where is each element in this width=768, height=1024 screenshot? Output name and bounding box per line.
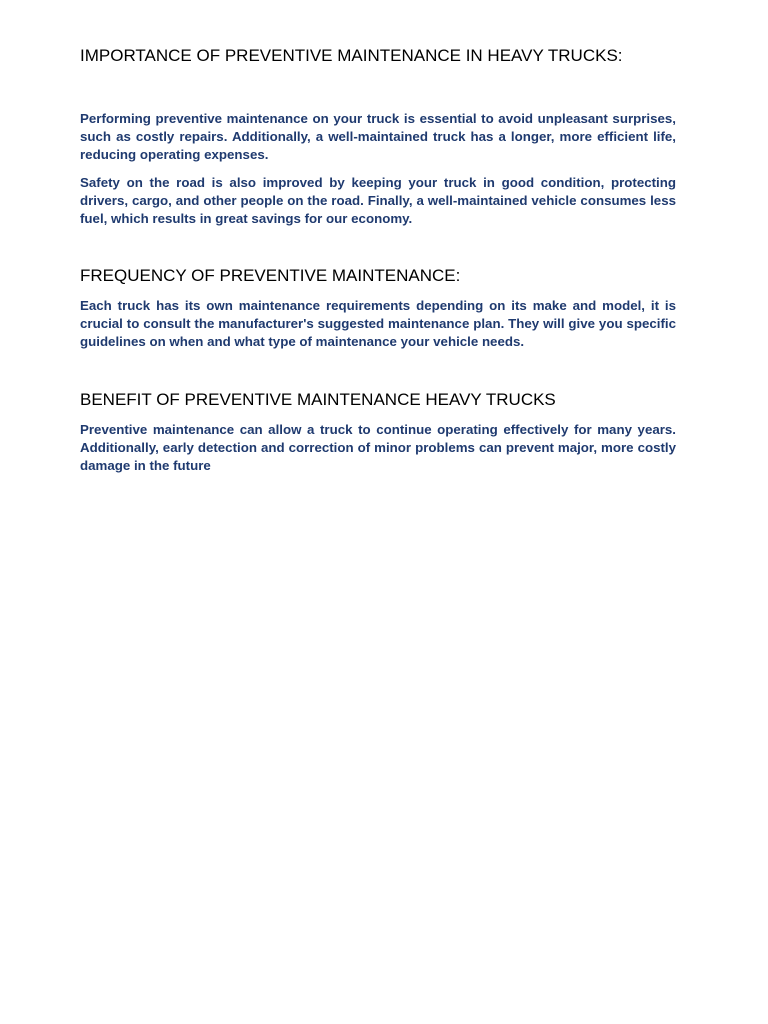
paragraph-frequency: Each truck has its own maintenance requirements depending on its make and model, it is crucial to consult the manufacturer's suggested maintenance plan. They will give you specific guidelines on when and what type of maintenance your vehicle needs. xyxy=(80,298,676,349)
section-heading-frequency: FREQUENCY OF PREVENTIVE MAINTENANCE: xyxy=(80,266,461,285)
section-heading-benefit: BENEFIT OF PREVENTIVE MAINTENANCE HEAVY TRUCKS xyxy=(80,390,556,409)
paragraph-importance-2: Safety on the road is also improved by keeping your truck in good condition, protecting drivers, cargo, and other people on the road. Finally, a well-maintained vehicle consumes less fuel, which results in great savings for our economy. xyxy=(80,175,676,226)
section-heading-importance: IMPORTANCE OF PREVENTIVE MAINTENANCE IN HEAVY TRUCKS: xyxy=(80,46,623,65)
paragraph-importance-1: Performing preventive maintenance on your truck is essential to avoid unpleasant surprises, such as costly repairs. Additionally, a well-maintained truck has a longer, more efficient life, reducing operating expenses. xyxy=(80,111,676,162)
paragraph-benefit: Preventive maintenance can allow a truck to continue operating effectively for many years. Additionally, early detection and correction of minor problems can prevent major, more costly damage in the future xyxy=(80,422,676,473)
